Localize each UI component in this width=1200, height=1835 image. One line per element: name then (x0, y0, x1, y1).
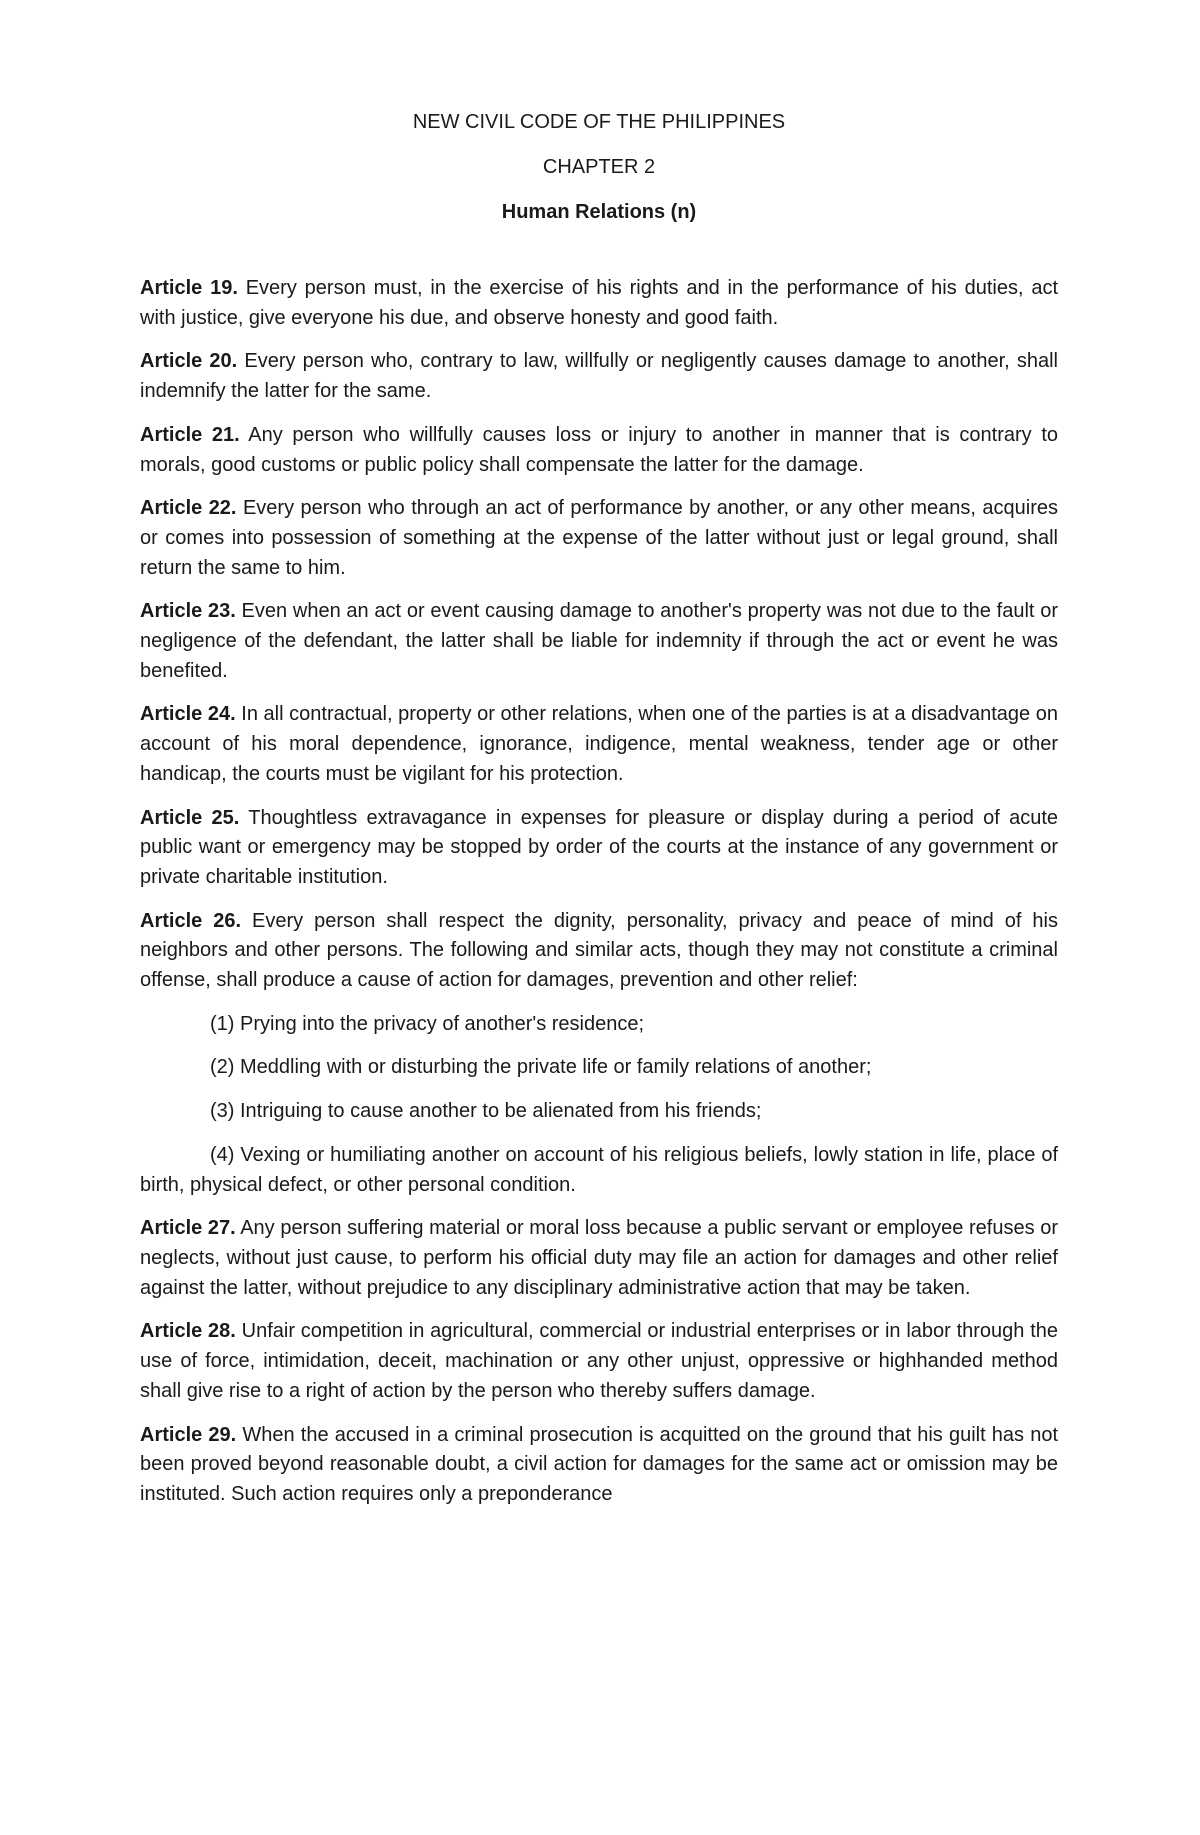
article-text: Even when an act or event causing damage to another's property was not due to the fault or negligence of the defendant, the latter shall be liable for indemnity if through the act or event he was benefited. (140, 600, 1058, 682)
article-20 (140, 347, 1058, 406)
article-26-item: (4) Vexing or humiliating another on account of his religious beliefs, lowly station in life, place of birth, physical defect, or other personal condition. (140, 1143, 1058, 1196)
article-text: Unfair competition in agricultural, commercial or industrial enterprises or in labor through the use of force, intimidation, deceit, machination or any other unjust, oppressive or highhanded method shall give rise to a right of action by the person who thereby suffers damage. (140, 1320, 1059, 1402)
article-text: Every person who through an act of performance by another, or any other means, acquires or comes into possession of something at the expense of the latter without just or legal ground, shall return the same to him. (140, 497, 1059, 579)
articles-section (140, 274, 1058, 1510)
article-26-item: (1) Prying into the privacy of another's residence; (210, 1012, 645, 1035)
article-label: Article 23. (140, 600, 236, 623)
article-label: Article 28. (140, 1320, 236, 1343)
article-25 (140, 804, 1058, 893)
article-28 (140, 1317, 1058, 1406)
article-22 (140, 494, 1058, 583)
article-26 (140, 907, 1058, 996)
article-label: Article 21. (140, 423, 240, 446)
article-text: Thoughtless extravagance in expenses for pleasure or display during a period of acute public want or emergency may be stopped by order of the courts at the instance of any government or private charitable institution. (140, 806, 1058, 888)
article-26-item: (2) Meddling with or disturbing the private life or family relations of another; (210, 1056, 872, 1079)
article-19 (140, 274, 1058, 333)
article-label: Article 19. (140, 277, 238, 299)
article-label: Article 26. (140, 909, 242, 932)
article-text: In all contractual, property or other relations, when one of the parties is at a disadvantage on account of his moral dependence, ignorance, indigence, mental weakness, tender age or other handicap, the courts must be vigilant for his protection. (140, 703, 1058, 785)
article-text: Any person suffering material or moral loss because a public servant or employee refuses or neglects, without just cause, to perform his official duty may file an action for damages and other relief against the latter, without prejudice to any disciplinary administrative action that may be taken. (140, 1217, 1058, 1299)
article-text: When the accused in a criminal prosecution is acquitted on the ground that his guilt has not been proved beyond reasonable doubt, a civil action for damages for the same act or omission may be instituted. Such action requires only a preponderance (140, 1423, 1059, 1505)
chapter-heading: CHAPTER 2 (542, 156, 656, 178)
article-21 (140, 421, 1058, 480)
article-27 (140, 1214, 1058, 1303)
article-29 (140, 1421, 1058, 1510)
article-label: Article 25. (140, 806, 240, 829)
article-24 (140, 700, 1058, 789)
article-text: Every person must, in the exercise of his rights and in the performance of his duties, act with justice, give everyone his due, and observe honesty and good faith. (140, 277, 1059, 329)
article-text: Any person who willfully causes loss or injury to another in manner that is contrary to morals, good customs or public policy shall compensate the latter for the damage. (140, 423, 1059, 476)
document-content (140, 108, 1058, 1524)
article-label: Article 27. (140, 1217, 236, 1240)
document-title: NEW CIVIL CODE OF THE PHILIPPINES (412, 111, 786, 133)
chapter-subtitle: Human Relations (n) (501, 201, 697, 223)
article-26-item: (3) Intriguing to cause another to be alienated from his friends; (210, 1100, 762, 1123)
article-text: Every person who, contrary to law, willfully or negligently causes damage to another, shall indemnify the latter for the same. (140, 350, 1058, 403)
article-23 (140, 597, 1058, 686)
article-label: Article 20. (140, 350, 238, 373)
article-label: Article 22. (140, 497, 237, 520)
article-text: Every person shall respect the dignity, personality, privacy and peace of mind of his neighbors and other persons. The following and similar acts, though they may not constitute a criminal offense, shall produce a cause of action for damages, prevention and other relief: (140, 909, 1058, 992)
article-label: Article 24. (140, 703, 236, 726)
article-label: Article 29. (140, 1423, 237, 1446)
